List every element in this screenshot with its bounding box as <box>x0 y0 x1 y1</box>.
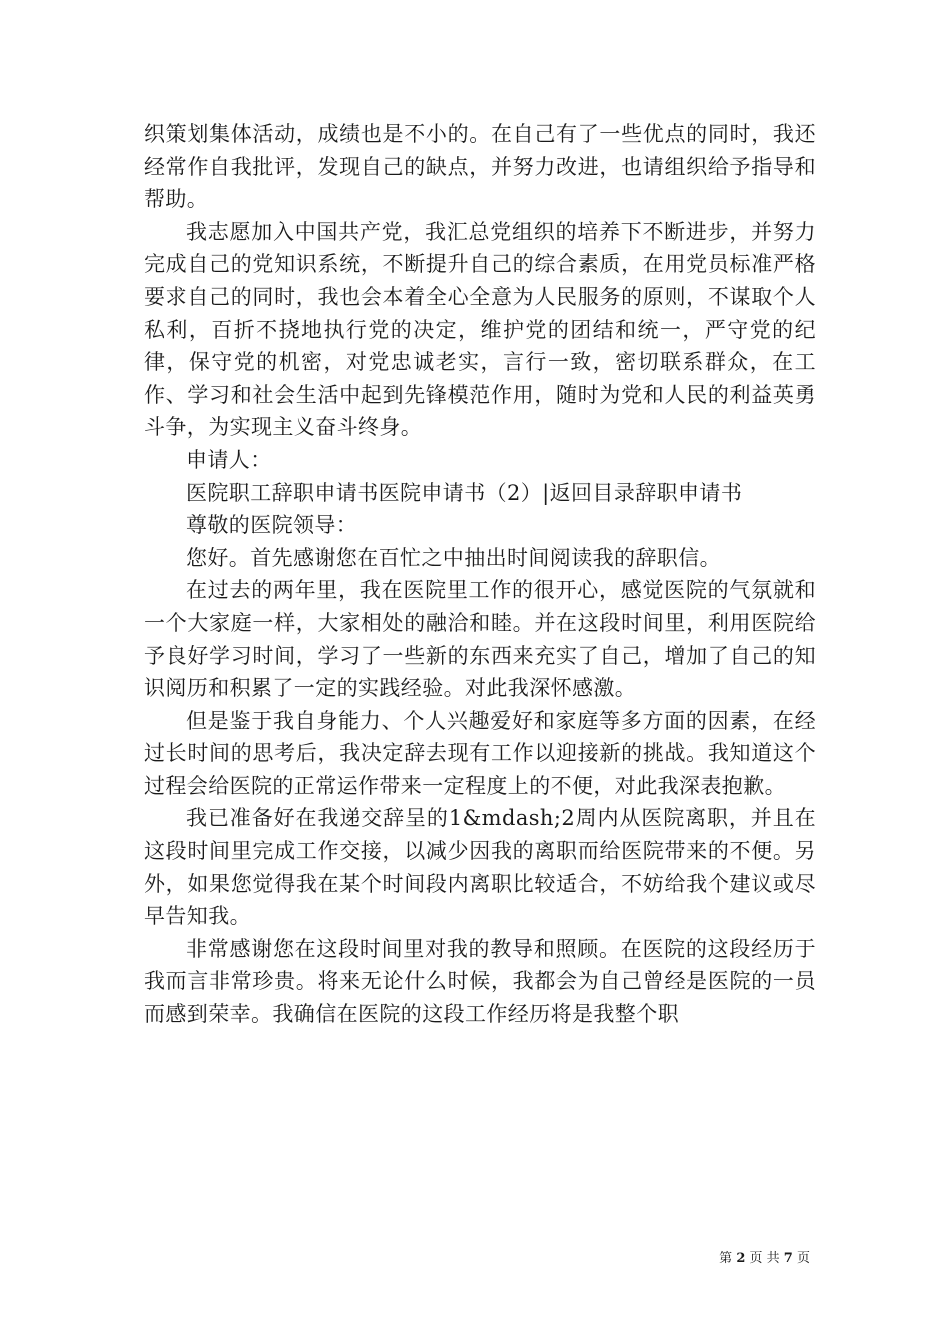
paragraph-7: 在过去的两年里，我在医院里工作的很开心，感觉医院的气氛就和一个大家庭一样，大家相处的融洽和睦。并在这段时间里，利用医院给予良好学习时间，学习了一些新的东西来充实了自己，增加了自己的知识阅历和积累了一定的实践经验。对此我深怀感激。 <box>144 578 816 701</box>
footer-total-pages: 7 <box>783 1251 793 1266</box>
paragraph-1: 织策划集体活动，成绩也是不小的。在自己有了一些优点的同时，我还经常作自我批评，发现自己的缺点，并努力改进，也请组织给予指导和帮助。 <box>144 122 816 212</box>
footer-suffix: 页 <box>796 1251 810 1266</box>
paragraph-8: 但是鉴于我自身能力、个人兴趣爱好和家庭等多方面的因素，在经过长时间的思考后，我决定辞去现有工作以迎接新的挑战。我知道这个过程会给医院的正常运作带来一定程度上的不便，对此我深表抱歉。 <box>144 708 816 798</box>
footer-prefix: 第 <box>719 1251 733 1266</box>
applicant-line: 申请人： <box>186 447 272 472</box>
paragraph-9: 我已准备好在我递交辞呈的1&mdash;2周内从医院离职，并且在这段时间里完成工作交接，以减少因我的离职而给医院带来的不便。另外，如果您觉得我在某个时间段内离职比较适合，不妨给我个建议或尽早告知我。 <box>144 806 816 929</box>
salutation: 尊敬的医院领导： <box>186 513 358 538</box>
footer-middle: 页 共 <box>749 1251 780 1266</box>
greeting-line: 您好。首先感谢您在百忙之中抽出时间阅读我的辞职信。 <box>186 545 721 570</box>
paragraph-10: 非常感谢您在这段时间里对我的教导和照顾。在医院的这段经历于我而言非常珍贵。将来无论什么时候，我都会为自己曾经是医院的一员而感到荣幸。我确信在医院的这段工作经历将是我整个职 <box>144 936 816 1027</box>
footer-current-page: 2 <box>736 1251 746 1266</box>
document-body <box>144 118 816 1031</box>
paragraph-2: 我志愿加入中国共产党，我汇总党组织的培养下不断进步，并努力完成自己的党知识系统，不断提升自己的综合素质，在用党员标准严格要求自己的同时，我也会本着全心全意为人民服务的原则，不谋取个人私利，百折不挠地执行党的决定，维护党的团结和统一，严守党的纪律，保守党的机密，对党忠诚老实，言行一致，密切联系群众，在工作、学习和社会生活中起到先锋模范作用，随时为党和人民的利益英勇斗争，为实现主义奋斗终身。 <box>144 219 816 440</box>
page-footer <box>719 1247 810 1266</box>
section-title-line: 医院职工辞职申请书医院申请书（2）|返回目录辞职申请书 <box>186 480 743 505</box>
